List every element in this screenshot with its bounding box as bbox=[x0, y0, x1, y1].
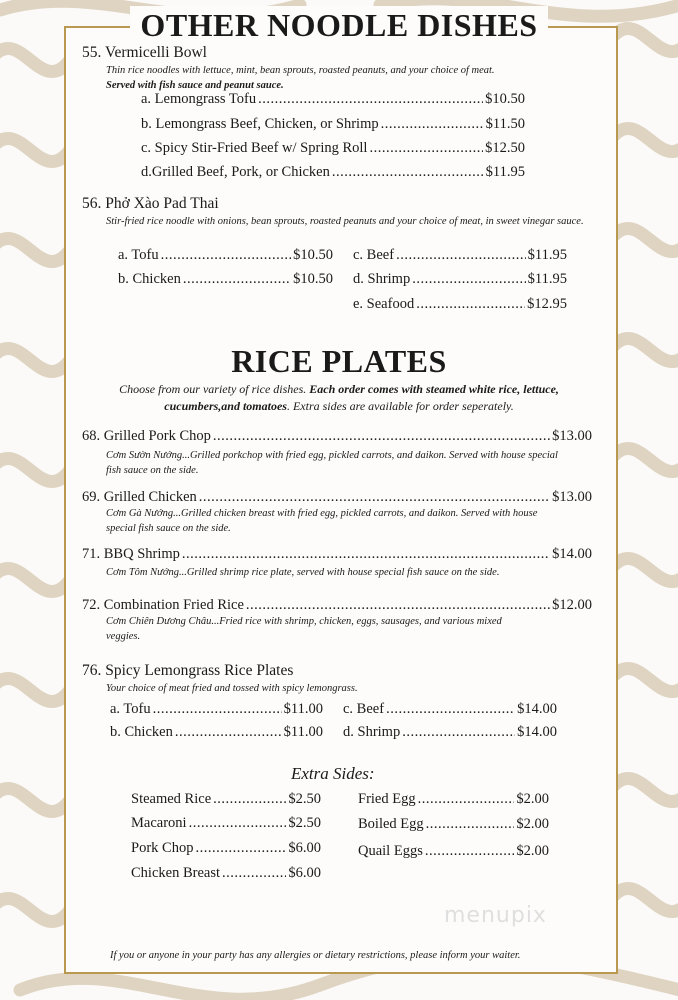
item-76-option-d bbox=[343, 724, 557, 741]
leader-dots bbox=[153, 701, 282, 718]
rice-section-title: RICE PLATES bbox=[221, 342, 457, 380]
option-price: $14.00 bbox=[517, 724, 557, 740]
extra-side-left-2 bbox=[131, 815, 321, 832]
option-label: c. Spicy Stir-Fried Beef w/ Spring Roll bbox=[141, 140, 368, 156]
side-label: Steamed Rice bbox=[131, 791, 212, 807]
option-label: d.Grilled Beef, Pork, or Chicken bbox=[141, 164, 330, 180]
rice-intro-bold: Each order comes with steamed white rice, lettuce, cucumbers,and tomatoes bbox=[164, 382, 559, 413]
option-price: $10.50 bbox=[293, 247, 333, 263]
leader-dots bbox=[175, 724, 282, 741]
item-68-row bbox=[82, 428, 592, 445]
side-price: $2.50 bbox=[288, 815, 321, 831]
leader-dots bbox=[369, 140, 483, 157]
side-label: Quail Eggs bbox=[358, 843, 423, 859]
option-price: $11.95 bbox=[485, 164, 525, 180]
item-55-option-a bbox=[141, 91, 525, 108]
option-price: $11.50 bbox=[485, 116, 525, 132]
leader-dots bbox=[213, 791, 286, 808]
leader-dots bbox=[222, 865, 286, 882]
item-72-row bbox=[82, 597, 592, 614]
rice-intro bbox=[90, 381, 588, 415]
option-label: a. Lemongrass Tofu bbox=[141, 91, 257, 107]
side-label: Macaroni bbox=[131, 815, 187, 831]
leader-dots bbox=[426, 816, 515, 833]
rice-heading-wrap bbox=[0, 342, 678, 380]
extra-side-right-2 bbox=[358, 816, 549, 833]
option-price: $11.00 bbox=[283, 724, 323, 740]
leader-dots bbox=[386, 701, 515, 718]
side-label: Chicken Breast bbox=[131, 865, 220, 881]
item-71-description: Cơm Tôm Nướng...Grilled shrimp rice plate, served with house special fish sauce on the side. bbox=[106, 567, 500, 578]
leader-dots bbox=[332, 164, 484, 181]
item-55-desc-text: Thin rice noodles with lettuce, mint, bean sprouts, roasted peanuts, and your choice of meat. bbox=[106, 65, 495, 76]
noodles-heading-wrap bbox=[0, 6, 678, 44]
item-55-desc-bold: Served with fish sauce and peanut sauce. bbox=[106, 80, 284, 91]
leader-dots bbox=[396, 247, 526, 264]
leader-dots bbox=[199, 489, 550, 506]
menupix-watermark: menupix bbox=[444, 903, 547, 928]
leader-dots bbox=[381, 116, 484, 133]
side-price: $2.00 bbox=[516, 816, 549, 832]
leader-dots bbox=[416, 296, 525, 313]
option-label: d. Shrimp bbox=[353, 271, 411, 287]
option-price: $10.50 bbox=[485, 91, 525, 107]
side-label: Boiled Egg bbox=[358, 816, 424, 832]
item-56-option-c bbox=[353, 247, 567, 264]
item-56-option-e bbox=[353, 296, 567, 313]
rice-intro-text: Choose from our variety of rice dishes. bbox=[119, 382, 307, 396]
extra-sides-title: Extra Sides: bbox=[291, 764, 375, 783]
leader-dots bbox=[189, 815, 287, 832]
option-price: $10.50 bbox=[293, 271, 333, 287]
side-price: $2.00 bbox=[516, 791, 549, 807]
leader-dots bbox=[258, 91, 483, 108]
option-price: $12.50 bbox=[485, 140, 525, 156]
item-56-option-b bbox=[118, 271, 333, 288]
extra-side-right-3 bbox=[358, 843, 549, 860]
item-name: 71. BBQ Shrimp bbox=[82, 546, 180, 562]
leader-dots bbox=[425, 843, 515, 860]
extra-side-right-1 bbox=[358, 791, 549, 808]
leader-dots bbox=[412, 271, 525, 288]
item-name: 69. Grilled Chicken bbox=[82, 489, 197, 505]
option-label: b. Chicken bbox=[110, 724, 173, 740]
side-label: Fried Egg bbox=[358, 791, 416, 807]
item-55-name: 55. Vermicelli Bowl bbox=[82, 44, 207, 61]
option-label: d. Shrimp bbox=[343, 724, 401, 740]
extra-side-left-3 bbox=[131, 840, 321, 857]
option-label: b. Chicken bbox=[118, 271, 181, 287]
option-price: $12.95 bbox=[527, 296, 567, 312]
item-76-description: Your choice of meat fried and tossed with spicy lemongrass. bbox=[106, 683, 358, 694]
extra-side-left-1 bbox=[131, 791, 321, 808]
side-price: $6.00 bbox=[288, 840, 321, 856]
item-price: $13.00 bbox=[552, 428, 592, 444]
item-55-description bbox=[106, 63, 596, 93]
option-label: c. Beef bbox=[343, 701, 385, 717]
item-56-option-a bbox=[118, 247, 333, 264]
option-price: $11.00 bbox=[283, 701, 323, 717]
item-68-description: Cơm Sườn Nướng...Grilled porkchop with fried egg, pickled carrots, and daikon. Served with house special fish sauce on the side. bbox=[106, 450, 558, 476]
item-69-row bbox=[82, 489, 592, 506]
item-76-name: 76. Spicy Lemongrass Rice Plates bbox=[82, 662, 294, 679]
item-76-option-b bbox=[110, 724, 323, 741]
item-55-option-d bbox=[141, 164, 525, 181]
option-price: $14.00 bbox=[517, 701, 557, 717]
noodles-section-title: OTHER NOODLE DISHES bbox=[130, 6, 547, 44]
item-56-option-d bbox=[353, 271, 567, 288]
option-label: c. Beef bbox=[353, 247, 395, 263]
item-price: $13.00 bbox=[552, 489, 592, 505]
leader-dots bbox=[182, 546, 550, 563]
option-label: a. Tofu bbox=[118, 247, 159, 263]
item-56-description: Stir-fried rice noodle with onions, bean sprouts, roasted peanuts and your choice of meat, in sweet vinegar sauce. bbox=[106, 216, 584, 227]
option-label: b. Lemongrass Beef, Chicken, or Shrimp bbox=[141, 116, 379, 132]
item-76-option-a bbox=[110, 701, 323, 718]
option-label: a. Tofu bbox=[110, 701, 151, 717]
side-price: $2.50 bbox=[288, 791, 321, 807]
leader-dots bbox=[213, 428, 550, 445]
leader-dots bbox=[246, 597, 550, 614]
side-label: Pork Chop bbox=[131, 840, 194, 856]
item-price: $12.00 bbox=[552, 597, 592, 613]
item-76-option-c bbox=[343, 701, 557, 718]
item-name: 72. Combination Fried Rice bbox=[82, 597, 244, 613]
option-price: $11.95 bbox=[527, 271, 567, 287]
leader-dots bbox=[161, 247, 292, 264]
allergy-footer-note: If you or anyone in your party has any allergies or dietary restrictions, please inform your waiter. bbox=[110, 950, 521, 961]
item-price: $14.00 bbox=[552, 546, 592, 562]
item-55-option-c bbox=[141, 140, 525, 157]
option-price: $11.95 bbox=[527, 247, 567, 263]
item-name: 68. Grilled Pork Chop bbox=[82, 428, 211, 444]
item-55-option-b bbox=[141, 116, 525, 133]
side-price: $2.00 bbox=[516, 843, 549, 859]
side-price: $6.00 bbox=[288, 865, 321, 881]
leader-dots bbox=[183, 271, 291, 288]
item-56-name: 56. Phở Xào Pad Thai bbox=[82, 195, 219, 212]
item-72-description: Cơm Chiên Dương Châu...Fried rice with shrimp, chicken, eggs, sausages, and various mixed veggies. bbox=[106, 616, 502, 642]
rice-intro-text-2: . Extra sides are available for order seperately. bbox=[286, 399, 514, 413]
extra-side-left-4 bbox=[131, 865, 321, 882]
leader-dots bbox=[402, 724, 515, 741]
leader-dots bbox=[195, 840, 286, 857]
leader-dots bbox=[418, 791, 515, 808]
option-label: e. Seafood bbox=[353, 296, 415, 312]
item-69-description: Cơm Gà Nướng...Grilled chicken breast with fried egg, pickled carrots, and daikon. Served with house special fish sauce on the side. bbox=[106, 508, 538, 534]
item-71-row bbox=[82, 546, 592, 563]
